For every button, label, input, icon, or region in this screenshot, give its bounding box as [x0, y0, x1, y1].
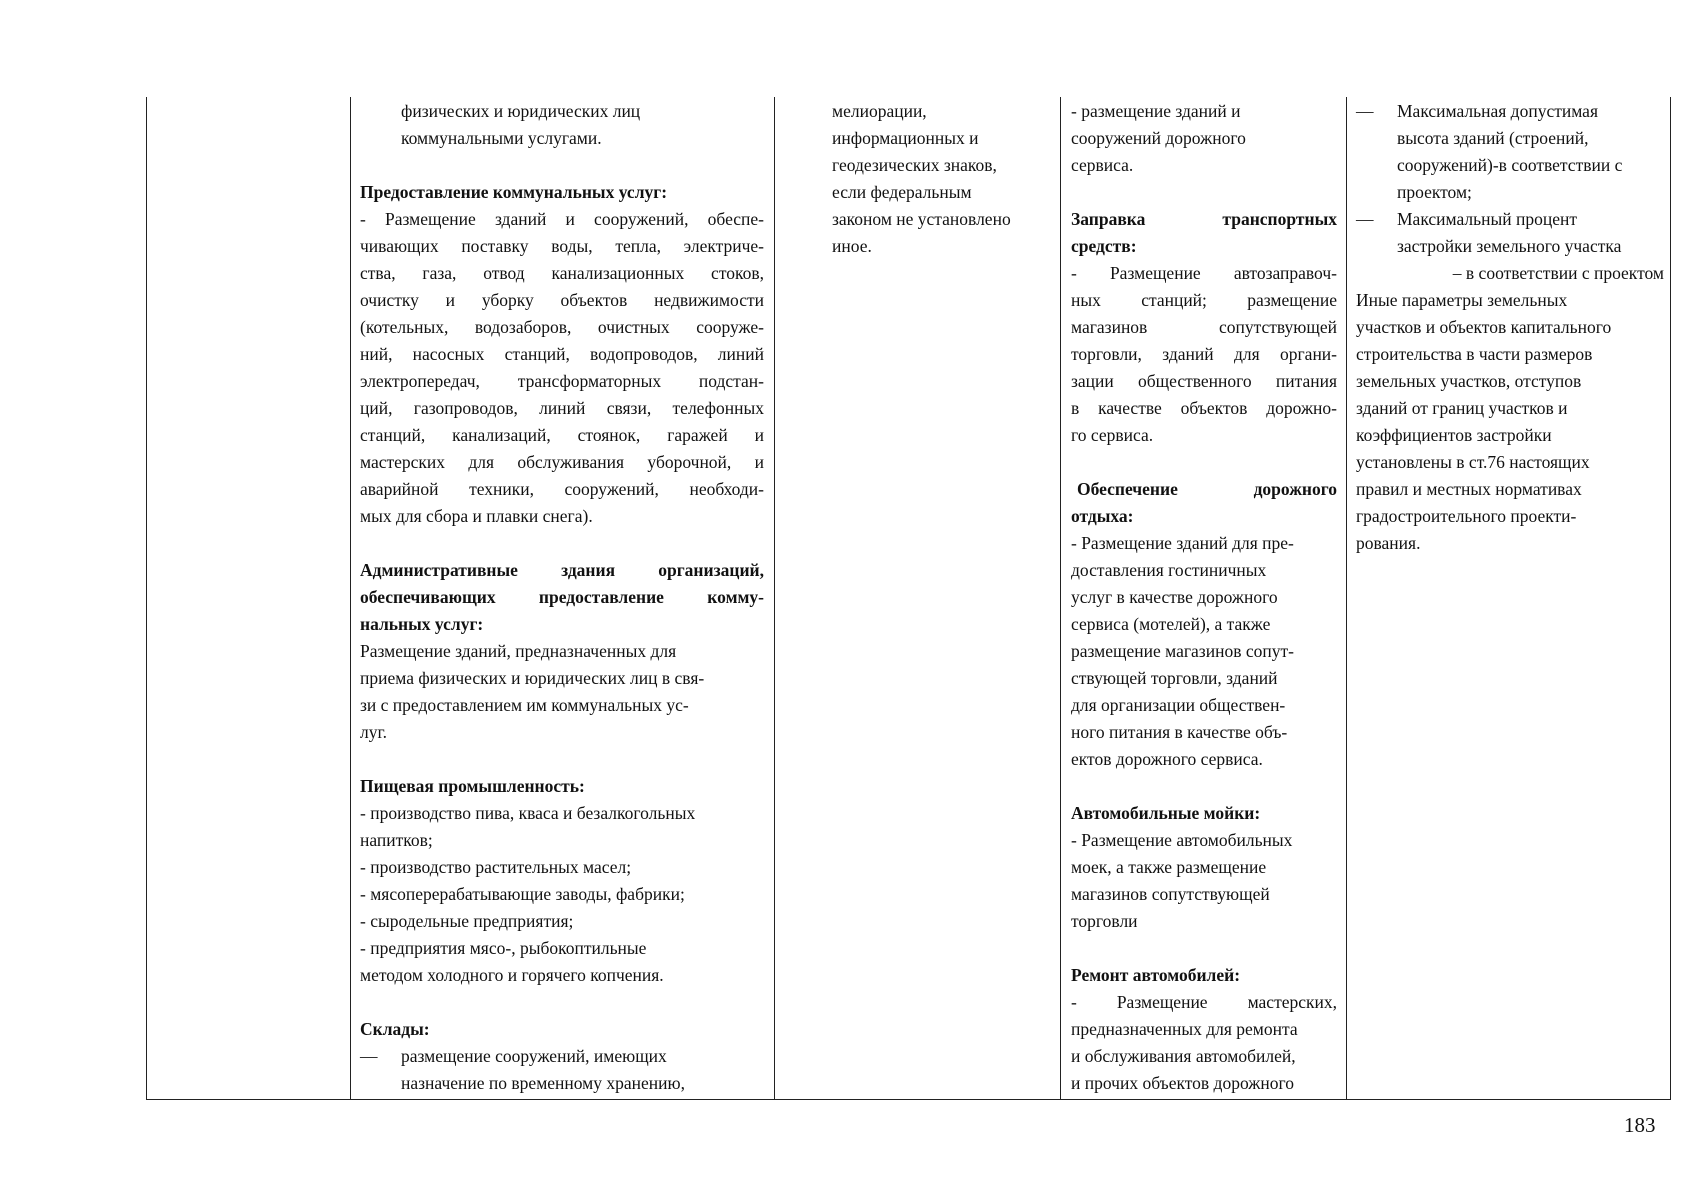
text-line: приема физических и юридических лиц в свя-: [360, 668, 705, 688]
text-line: электропередач, трансформаторных подстан-: [360, 371, 764, 391]
section-title: Предоставление коммунальных услуг:: [360, 182, 668, 202]
section-title: Автомобильные мойки:: [1071, 803, 1261, 823]
text-line: сервиса (мотелей), а также: [1071, 614, 1271, 634]
text-line: мых для сбора и плавки снега).: [360, 506, 593, 526]
text-line: моек, а также размещение: [1071, 857, 1267, 877]
text-line: ций, газопроводов, линий связи, телефонных: [360, 398, 764, 418]
text-line: (котельных, водозаборов, очистных сооруже-: [360, 317, 764, 337]
section-title: Заправка транспортных: [1071, 209, 1337, 229]
section-title: нальных услуг:: [360, 614, 484, 634]
text-line: луг.: [360, 722, 388, 742]
text-line: ствующей торговли, зданий: [1071, 668, 1278, 688]
text-line: градостроительного проекти-: [1356, 506, 1577, 526]
text-line: и обслуживания автомобилей,: [1071, 1046, 1296, 1066]
section-title: Склады:: [360, 1019, 430, 1039]
text-line: для организации обществен-: [1071, 695, 1286, 715]
text-line: торговли, зданий для органи-: [1071, 344, 1337, 364]
text-line: участков и объектов капитального: [1356, 317, 1612, 337]
list-item: [360, 1043, 764, 1097]
text-line: - мясоперерабатывающие заводы, фабрики;: [360, 884, 685, 904]
text-line: размещение магазинов сопут-: [1071, 641, 1294, 661]
text-line: - Размещение мастерских,: [1071, 992, 1337, 1012]
section-title: обеспечивающих предоставление комму-: [360, 587, 764, 607]
text-line: - предприятия мясо-, рыбокоптильные: [360, 938, 647, 958]
column-divider: [1346, 97, 1347, 1100]
text-line: станций, канализаций, стоянок, гаражей и: [360, 425, 764, 445]
text-line: очистку и уборку объектов недвижимости: [360, 290, 764, 310]
text-line: - сыродельные предприятия;: [360, 911, 574, 931]
text-line: ний, насосных станций, водопроводов, линий: [360, 344, 764, 364]
table-cell-conditional-uses: [832, 98, 1052, 260]
text-line: проектом;: [1397, 182, 1472, 202]
text-line: - Размещение автомобильных: [1071, 830, 1293, 850]
text-line: - размещение зданий и: [1071, 101, 1241, 121]
table-cell-parameters: [1356, 98, 1664, 557]
text-line: сооружений)-в соответствии с: [1397, 155, 1623, 175]
text-line: мастерских для обслуживания уборочной, и: [360, 452, 764, 472]
text-line: в качестве объектов дорожно-: [1071, 398, 1337, 418]
table-cell-auxiliary-uses: [1071, 98, 1337, 1097]
text-line: коммунальными услугами.: [401, 128, 602, 148]
section-title: Административные здания организаций,: [360, 560, 764, 580]
text-line: ектов дорожного сервиса.: [1071, 749, 1263, 769]
column-divider: [774, 97, 775, 1100]
text-line: информационных и: [832, 128, 979, 148]
text-line: Максимальная допустимая: [1397, 101, 1598, 121]
text-line: высота зданий (строений,: [1397, 128, 1589, 148]
text-line: зации общественного питания: [1071, 371, 1337, 391]
column-divider: [350, 97, 351, 1100]
text-line: напитков;: [360, 830, 433, 850]
text-line: услуг в качестве дорожного: [1071, 587, 1278, 607]
text-line: зи с предоставлением им коммунальных ус-: [360, 695, 689, 715]
text-line: физических и юридических лиц: [401, 101, 641, 121]
column-divider: [1060, 97, 1061, 1100]
text-line: - Размещение зданий и сооружений, обеспе-: [360, 209, 764, 229]
section-title: средств:: [1071, 236, 1137, 256]
text-line: строительства в части размеров: [1356, 344, 1593, 364]
table-cell-uses: [360, 98, 764, 1097]
text-line: если федеральным: [832, 182, 972, 202]
text-line: сервиса.: [1071, 155, 1134, 175]
text-line: геодезических знаков,: [832, 155, 997, 175]
text-line: зданий от границ участков и: [1356, 398, 1568, 418]
text-line: земельных участков, отступов: [1356, 371, 1582, 391]
text-line: магазинов сопутствующей: [1071, 884, 1270, 904]
list-item: [1356, 98, 1664, 206]
text-line: ства, газа, отвод канализационных стоков,: [360, 263, 764, 283]
text-line: - производство растительных масел;: [360, 857, 632, 877]
section-title: Обеспечение дорожного: [1077, 479, 1337, 499]
text-line: установлены в ст.76 настоящих: [1356, 452, 1590, 472]
text-line: доставления гостиничных: [1071, 560, 1267, 580]
text-line: методом холодного и горячего копчения.: [360, 965, 664, 985]
text-line: сооружений дорожного: [1071, 128, 1246, 148]
text-line: - Размещение зданий для пре-: [1071, 533, 1294, 553]
text-line: чивающих поставку воды, тепла, электриче-: [360, 236, 764, 256]
text-line: аварийной техники, сооружений, необходи-: [360, 479, 764, 499]
text-line: размещение сооружений, имеющих: [401, 1046, 667, 1066]
text-line: мелиорации,: [832, 101, 927, 121]
text-line: предназначенных для ремонта: [1071, 1019, 1298, 1039]
section-title: Пищевая промышленность:: [360, 776, 585, 796]
dash-bullet: —: [360, 1046, 378, 1066]
text-line: коэффициентов застройки: [1356, 425, 1552, 445]
text-line: - производство пива, кваса и безалкогольных: [360, 803, 696, 823]
text-line: – в соответствии с проектом: [1452, 263, 1664, 283]
text-line: и прочих объектов дорожного: [1071, 1073, 1294, 1093]
text-line: иное.: [832, 236, 872, 256]
text-line: - Размещение автозаправоч-: [1071, 263, 1337, 283]
text-line: назначение по временному хранению,: [401, 1073, 685, 1093]
list-item: [1356, 206, 1664, 287]
text-line: рования.: [1356, 533, 1421, 553]
text-line: Максимальный процент: [1397, 209, 1577, 229]
dash-bullet: —: [1356, 209, 1374, 229]
section-title: отдыха:: [1071, 506, 1134, 526]
text-line: Иные параметры земельных: [1356, 290, 1568, 310]
dash-bullet: —: [1356, 101, 1374, 121]
text-line: Размещение зданий, предназначенных для: [360, 641, 677, 661]
text-line: магазинов сопутствующей: [1071, 317, 1337, 337]
text-line: законом не установлено: [832, 209, 1011, 229]
section-title: Ремонт автомобилей:: [1071, 965, 1241, 985]
text-line: ного питания в качестве объ-: [1071, 722, 1288, 742]
text-line: застройки земельного участка: [1397, 236, 1622, 256]
text-line: правил и местных нормативах: [1356, 479, 1582, 499]
text-line: го сервиса.: [1071, 425, 1154, 445]
text-line: торговли: [1071, 911, 1138, 931]
text-line: ных станций; размещение: [1071, 290, 1337, 310]
page-number: 183: [1624, 1113, 1656, 1137]
